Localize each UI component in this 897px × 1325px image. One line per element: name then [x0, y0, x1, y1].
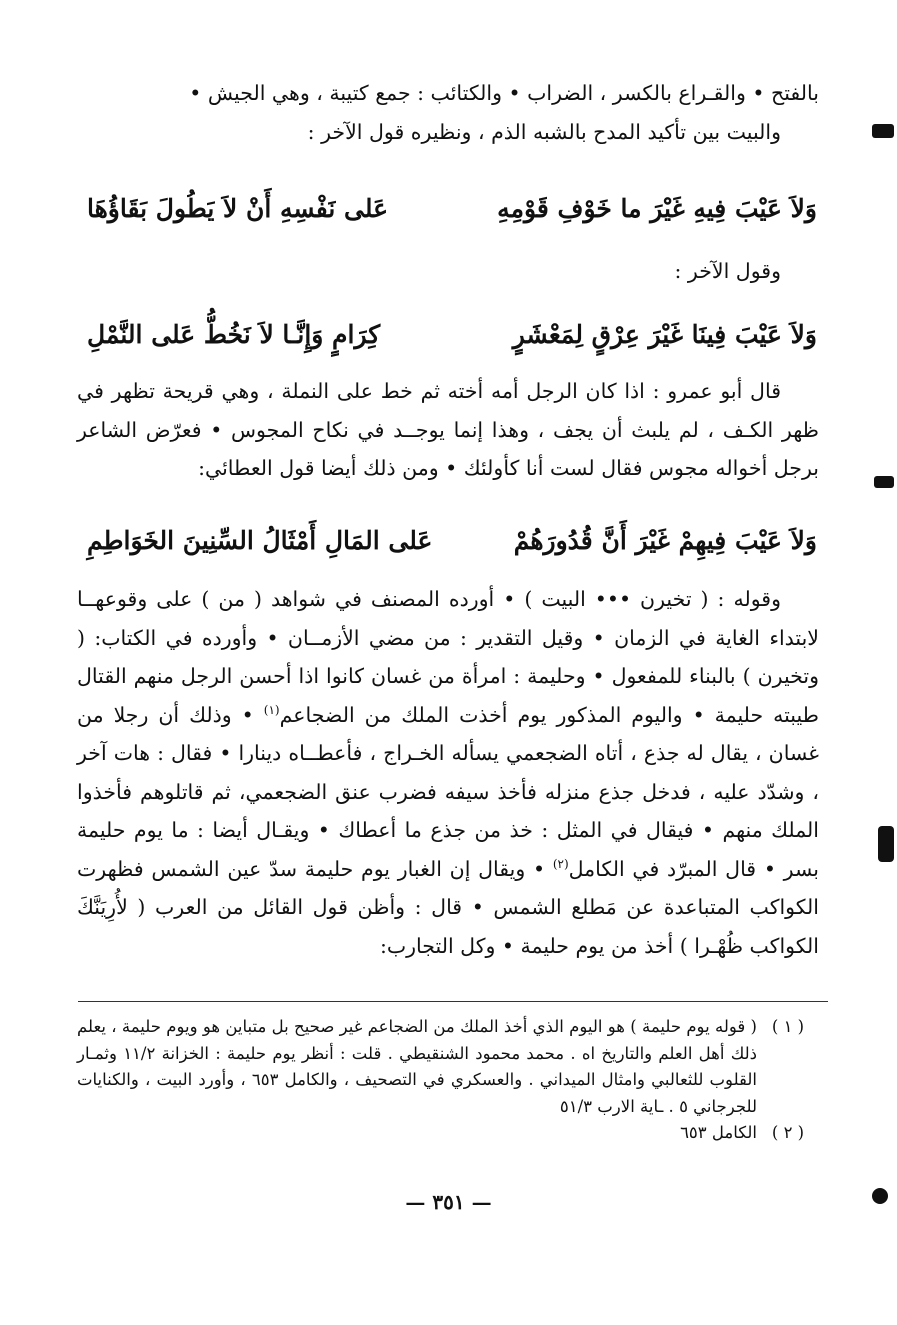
paragraph-abu-amr-text: قال أبو عمرو : اذا كان الرجل أمه أخته ثم خط على النملة ، وهي قريحة تظهر في ظهر الكـف ، لم يلبث أن يجف ، وهذا إنما يوجــد في نكاح المجوس • فعرّض الشاعر برجل أخواله مجوس فقال لست أنا كأولئك • ومن ذلك أيضا قول العطائي:	[77, 379, 819, 480]
verse-3	[77, 512, 819, 568]
paragraph-halima-part-3: • ويقال إن الغبار يوم حليمة سدّ عين الشمس فظهرت الكواكب المتباعدة عن مَطلع الشمس • قال : وأظن قول القائل من العرب ( لأُرِيَنَّكَ الكواكب ظُهْـرا ) أخذ من يوم حليمة • وكل التجارب:	[77, 856, 819, 958]
verse-2	[77, 306, 819, 362]
verse-3-second-hemistich: عَلى المَالِ أَمْثَالُ السِّنِينَ الخَوَاطِمِ	[87, 525, 433, 555]
footnote-1-number: ( ١ )	[771, 1017, 805, 1036]
footnote-1-text: ( قوله يوم حليمة ) هو اليوم الذي أخذ الملك من الضجاعم غير صحيح بل متباين هو ويوم حليمة ، يعلم ذلك أهل العلم والتاريخ اه . محمد محمود الشنقيطي . قلت : أنظر يوم حليمة : الخزانة ١١/٢ وثمـار القلوب للثعالبي وامثال الميداني . والعسكري في التصحيف ، والكامل ٦٥٣ ، وأورد البيت ، والكنايات للجرجاني ٥ . ـاية الارب ٥١/٣	[77, 1017, 757, 1116]
paragraph-halima-part-2: • وذلك أن رجلا من غسان ، يقال له جذع ، أتاه الضجعمي يسأله الخـراج ، فأعطــاه دينارا • فقال : هات آخر ، وشدّد عليه ، فدخل جذع منزله فأخذ سيفه فضرب عنق الضجعمي، ثم قاتلوهم فأخذوا الملك منهم • فيقال في المثل : خذ من جذع ما أعطاك • ويقـال أيضا : ما يوم حليمة بسر • قال المبرّد في الكامل	[77, 702, 819, 881]
footnote-1	[77, 1014, 819, 1120]
text-line-1: بالفتح • والقـراع بالكسر ، الضراب • والكتائب : جمع كتيبة ، وهي الجيش •	[189, 81, 819, 105]
scan-mark-top-right	[872, 124, 894, 138]
verse-1-second-hemistich: عَلى نَفْسِهِ أَنْ لاَ يَطُولَ بَقَاؤُهَا	[87, 193, 389, 223]
paragraph-halima-text	[77, 580, 819, 965]
footnote-2-text: الكامل ٦٥٣	[680, 1123, 757, 1142]
scan-mark-bottom-right	[872, 1188, 888, 1204]
footnote-2-number: ( ٢ )	[771, 1123, 805, 1142]
page-number: — ٣٥١ —	[405, 1190, 492, 1214]
footnote-divider	[78, 1001, 828, 1002]
verse-1	[77, 180, 819, 236]
verse-3-first-hemistich: وَلاَ عَيْبَ فِيهِمْ غَيْرَ أَنَّ قُدُورَهُمْ	[513, 525, 817, 555]
verse-2-first-hemistich: وَلاَ عَيْبَ فِينَا غَيْرَ عِرْقٍ لِمَعْشَرٍ	[512, 319, 817, 349]
footnotes	[77, 1014, 819, 1147]
verse-2-intro	[77, 252, 819, 291]
opening-prose	[77, 74, 819, 151]
verse-2-second-hemistich: كِرَامٍ وَإِنَّـا لاَ نَخُطُّ عَلى النَّمْلِ	[87, 319, 381, 349]
footnote-ref-1: (١)	[263, 702, 280, 717]
paragraph-halima-part-1: وقوله : ( تخيرن ••• البيت ) • أورده المصنف في شواهد ( من ) على وقوعهــا لابتداء الغاية في الزمان • وقيل التقدير : من مضي الأزمــان • وأورده في الكتاب: ( وتخيرن ) بالبناء للمفعول • وحليمة : امرأة من غسان كانوا اذا أحسن الرجل منهم القتال طيبته حليمة • واليوم المذكور يوم أخذت الملك من الضجاعم	[77, 587, 819, 727]
footnote-2	[77, 1120, 819, 1147]
paragraph-abu-amr	[77, 372, 819, 488]
verse-2-intro-text: وقول الآخر :	[674, 259, 781, 283]
scan-mark-lower-right	[878, 826, 894, 862]
footnote-ref-2: (٢)	[552, 856, 569, 871]
verse-1-first-hemistich: وَلاَ عَيْبَ فِيهِ غَيْرَ ما خَوْفِ قَوْمِهِ	[497, 193, 817, 223]
text-line-2: والبيت بين تأكيد المدح بالشبه الذم ، ونظيره قول الآخر :	[307, 119, 781, 144]
scan-mark-middle-right	[874, 476, 894, 488]
paragraph-halima	[77, 580, 819, 965]
